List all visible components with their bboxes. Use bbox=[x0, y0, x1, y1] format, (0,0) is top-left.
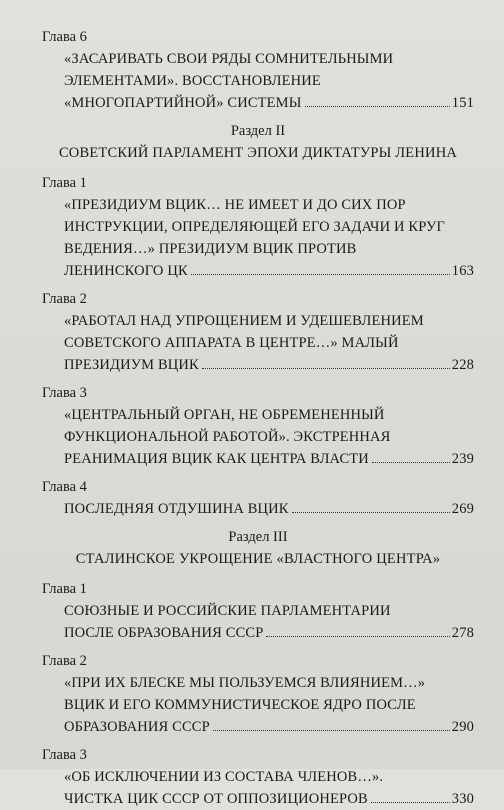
chapter-title bbox=[42, 600, 474, 644]
chapter-title bbox=[42, 766, 474, 810]
page-number: 163 bbox=[451, 263, 474, 279]
toc-section3-chapter-1 bbox=[42, 578, 474, 644]
chapter-title bbox=[42, 672, 474, 738]
toc-section2-chapter-4 bbox=[42, 476, 474, 520]
title-line: СОЮЗНЫЕ И РОССИЙСКИЕ ПАРЛАМЕНТАРИИ bbox=[64, 603, 391, 619]
chapter-label: Глава 1 bbox=[42, 175, 87, 191]
title-last-line bbox=[64, 354, 474, 376]
chapter-title bbox=[42, 404, 474, 470]
section-heading: Раздел III bbox=[228, 529, 288, 545]
title-last-line bbox=[64, 92, 474, 114]
toc-section3-chapter-2 bbox=[42, 650, 474, 738]
dot-leader bbox=[213, 730, 450, 731]
dot-leader bbox=[292, 512, 450, 513]
page-number: 330 bbox=[451, 791, 474, 807]
dot-leader bbox=[371, 802, 450, 803]
title-line: «ПРИ ИХ БЛЕСКЕ МЫ ПОЛЬЗУЕМСЯ ВЛИЯНИЕМ…» bbox=[64, 675, 426, 691]
title-line: ЭЛЕМЕНТАМИ». ВОССТАНОВЛЕНИЕ bbox=[64, 73, 321, 89]
title-last-line bbox=[64, 622, 474, 644]
chapter-label: Глава 4 bbox=[42, 479, 87, 495]
toc-section2-chapter-3 bbox=[42, 382, 474, 470]
dot-leader bbox=[266, 636, 449, 637]
title-line: «ПРЕЗИДИУМ ВЦИК… НЕ ИМЕЕТ И ДО СИХ ПОР bbox=[64, 197, 406, 213]
title-line: ПОСЛЕДНЯЯ ОТДУШИНА ВЦИК bbox=[64, 501, 289, 517]
chapter-title bbox=[42, 194, 474, 282]
title-line: «РАБОТАЛ НАД УПРОЩЕНИЕМ И УДЕШЕВЛЕНИЕМ bbox=[64, 313, 424, 329]
toc-section3-chapter-3 bbox=[42, 744, 474, 810]
chapter-title bbox=[42, 498, 474, 520]
title-line: ЛЕНИНСКОГО ЦК bbox=[64, 263, 188, 279]
table-of-contents bbox=[42, 26, 474, 810]
dot-leader bbox=[372, 462, 450, 463]
title-line: «ОБ ИСКЛЮЧЕНИИ ИЗ СОСТАВА ЧЛЕНОВ…». bbox=[64, 769, 384, 785]
section-title: СОВЕТСКИЙ ПАРЛАМЕНТ ЭПОХИ ДИКТАТУРЫ ЛЕНИНА bbox=[58, 145, 458, 161]
title-last-line bbox=[64, 448, 474, 470]
chapter-label: Глава 3 bbox=[42, 747, 87, 763]
chapter-label: Глава 1 bbox=[42, 581, 87, 597]
title-line: ПОСЛЕ ОБРАЗОВАНИЯ СССР bbox=[64, 625, 264, 641]
chapter-title bbox=[42, 310, 474, 376]
title-last-line bbox=[64, 260, 474, 282]
title-line: ФУНКЦИОНАЛЬНОЙ РАБОТОЙ». ЭКСТРЕННАЯ bbox=[64, 429, 391, 445]
title-last-line bbox=[64, 716, 474, 738]
title-line: ВЦИК И ЕГО КОММУНИСТИЧЕСКОЕ ЯДРО ПОСЛЕ bbox=[64, 697, 416, 713]
page-number: 290 bbox=[451, 719, 474, 735]
page-number: 151 bbox=[451, 95, 474, 111]
dot-leader bbox=[191, 274, 450, 275]
toc-section2-chapter-2 bbox=[42, 288, 474, 376]
chapter-label: Глава 3 bbox=[42, 385, 87, 401]
title-line: «ЗАСАРИВАТЬ СВОИ РЯДЫ СОМНИТЕЛЬНЫМИ bbox=[64, 51, 394, 67]
title-last-line bbox=[64, 498, 474, 520]
title-line: ПРЕЗИДИУМ ВЦИК bbox=[64, 357, 199, 373]
title-line: «ЦЕНТРАЛЬНЫЙ ОРГАН, НЕ ОБРЕМЕНЕННЫЙ bbox=[64, 407, 385, 423]
chapter-label: Глава 6 bbox=[42, 29, 87, 45]
page-number: 239 bbox=[451, 451, 474, 467]
section-title: СТАЛИНСКОЕ УКРОЩЕНИЕ «ВЛАСТНОГО ЦЕНТРА» bbox=[75, 551, 441, 567]
title-line: ЧИСТКА ЦИК СССР ОТ ОППОЗИЦИОНЕРОВ bbox=[64, 791, 368, 807]
title-line: ВЕДЕНИЯ…» ПРЕЗИДИУМ ВЦИК ПРОТИВ bbox=[64, 241, 357, 257]
title-line: СОВЕТСКОГО АППАРАТА В ЦЕНТРЕ…» МАЛЫЙ bbox=[64, 335, 399, 351]
page-number: 228 bbox=[451, 357, 474, 373]
page-number: 278 bbox=[451, 625, 474, 641]
chapter-label: Глава 2 bbox=[42, 291, 87, 307]
title-line: ИНСТРУКЦИИ, ОПРЕДЕЛЯЮЩЕЙ ЕГО ЗАДАЧИ И КРУГ bbox=[64, 219, 445, 235]
toc-chapter-6 bbox=[42, 26, 474, 114]
title-last-line bbox=[64, 788, 474, 810]
title-line: ОБРАЗОВАНИЯ СССР bbox=[64, 719, 210, 735]
chapter-label: Глава 2 bbox=[42, 653, 87, 669]
dot-leader bbox=[202, 368, 450, 369]
dot-leader bbox=[305, 106, 450, 107]
title-line: «МНОГОПАРТИЙНОЙ» СИСТЕМЫ bbox=[64, 95, 302, 111]
title-line: РЕАНИМАЦИЯ ВЦИК КАК ЦЕНТРА ВЛАСТИ bbox=[64, 451, 369, 467]
chapter-title bbox=[42, 48, 474, 114]
section-heading: Раздел II bbox=[230, 123, 286, 139]
page-number: 269 bbox=[451, 501, 474, 517]
toc-section2-chapter-1 bbox=[42, 172, 474, 282]
